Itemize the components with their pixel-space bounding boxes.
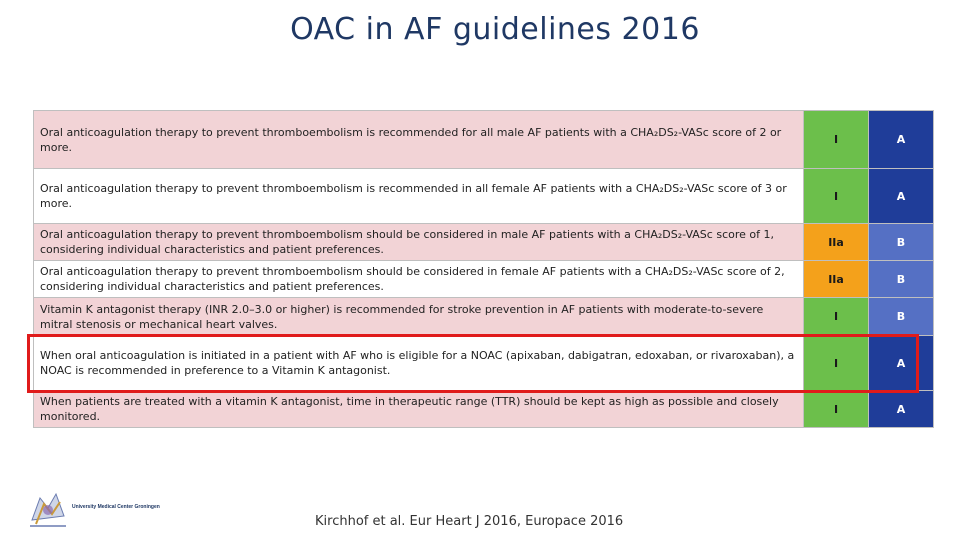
recommendation-level: A (869, 391, 934, 428)
recommendation-class: I (804, 111, 869, 169)
recommendation-text: Oral anticoagulation therapy to prevent thromboembolism is recommended in all female AF patients with a CHA₂DS₂-VASc score of 3 or more. (34, 169, 804, 224)
recommendation-level: A (869, 111, 934, 169)
recommendation-level: B (869, 261, 934, 298)
recommendation-class: I (804, 336, 869, 391)
umcg-emblem-icon (26, 490, 70, 530)
recommendation-class: I (804, 169, 869, 224)
recommendation-row (34, 111, 934, 169)
recommendation-level: B (869, 298, 934, 336)
recommendation-row (34, 169, 934, 224)
recommendation-row (34, 336, 934, 391)
recommendation-text: Oral anticoagulation therapy to prevent thromboembolism should be considered in male AF patients with a CHA₂DS₂-VASc score of 1, considering individual characteristics and patient preferences. (34, 224, 804, 261)
recommendation-level: A (869, 336, 934, 391)
umcg-logo (26, 490, 206, 530)
recommendation-class: I (804, 391, 869, 428)
recommendation-class: I (804, 298, 869, 336)
recommendation-class: IIa (804, 224, 869, 261)
slide-title: OAC in AF guidelines 2016 (290, 12, 700, 47)
recommendation-level: A (869, 169, 934, 224)
recommendation-class: IIa (804, 261, 869, 298)
recommendation-text: When patients are treated with a vitamin K antagonist, time in therapeutic range (TTR) should be kept as high as possible and closely monitored. (34, 391, 804, 428)
citation: Kirchhof et al. Eur Heart J 2016, Europace 2016 (315, 514, 624, 529)
recommendations-table (33, 110, 934, 428)
recommendation-row (34, 391, 934, 428)
recommendation-row (34, 298, 934, 336)
recommendation-text: Oral anticoagulation therapy to prevent thromboembolism should be considered in female AF patients with a CHA₂DS₂-VASc score of 2, considering individual characteristics and patient preferences. (34, 261, 804, 298)
recommendation-text: When oral anticoagulation is initiated in a patient with AF who is eligible for a NOAC (apixaban, dabigatran, edoxaban, or rivaroxaban), a NOAC is recommended in preference to a Vitamin K antagonist. (34, 336, 804, 391)
recommendation-level: B (869, 224, 934, 261)
recommendation-text: Oral anticoagulation therapy to prevent thromboembolism is recommended for all male AF patients with a CHA₂DS₂-VASc score of 2 or more. (34, 111, 804, 169)
recommendation-row (34, 224, 934, 261)
recommendation-text: Vitamin K antagonist therapy (INR 2.0–3.0 or higher) is recommended for stroke prevention in AF patients with moderate-to-severe mitral stenosis or mechanical heart valves. (34, 298, 804, 336)
logo-text: University Medical Center Groningen (72, 504, 160, 510)
recommendation-row (34, 261, 934, 298)
